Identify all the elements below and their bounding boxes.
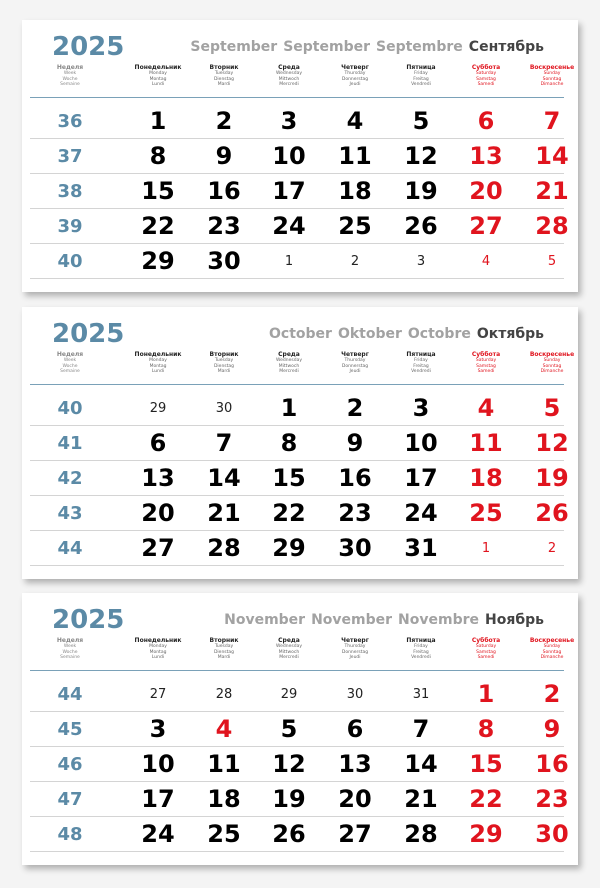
week-column-header [30,64,110,88]
day-cell: 4 [477,394,495,422]
weekday-name-translation: Jeudi [349,82,361,87]
weekday-name-ru: Вторник [209,64,239,71]
week-number: 43 [57,503,83,524]
week-number: 36 [57,111,83,132]
day-cell: 26 [535,499,569,527]
day-cell: 22 [469,785,503,813]
adjacent-month-day: 4 [481,254,491,269]
day-cell: 4 [346,107,364,135]
day-cell: 3 [280,107,298,135]
week-row [22,104,578,139]
weekday-name-translation: Sunday [543,358,561,363]
year-label: 2025 [52,605,125,635]
day-cell: 31 [404,534,438,562]
weekday-name-translation: Vendredi [411,369,431,374]
day-cell: 23 [535,785,569,813]
day-cell: 22 [141,212,175,240]
weekday-name-ru: Понедельник [134,637,182,644]
adjacent-month-day: 2 [547,541,557,556]
weekday-name-translation: Jeudi [349,369,361,374]
weekday-name-translation: Freitag [413,76,429,82]
weekday-name-translation: Dienstag [213,649,235,655]
week-number: 40 [57,398,83,419]
weekday-name-translation: Woche [62,363,78,369]
day-cell: 25 [207,820,241,848]
weekday-name-translation: Donnerstag [341,76,369,82]
weekday-name-ru: Четверг [341,64,369,71]
row-divider [30,278,564,279]
day-cell: 2 [215,107,233,135]
day-cell: 11 [469,429,503,457]
day-cell: 21 [207,499,241,527]
header-divider [30,670,564,671]
day-cell: 11 [207,750,241,778]
day-cell: 5 [543,394,561,422]
row-divider [30,565,564,566]
weekday-name-ru: Неделя [56,637,84,644]
weekday-name-translation: Friday [414,71,428,76]
weekday-name-translation: Mardi [217,82,231,87]
weekday-name-translation: Lundi [151,82,165,87]
weekday-name-translation: Week [63,358,77,363]
adjacent-month-day: 30 [346,687,364,702]
week-row [22,209,578,244]
weekday-name-ru: Суббота [471,351,501,358]
weekday-name-translation: Samedi [477,369,495,374]
day-cell: 8 [280,429,298,457]
week-number: 42 [57,468,83,489]
day-cell: 2 [543,680,561,708]
month-names [184,39,544,55]
day-cell: 1 [149,107,167,135]
month-name: September [283,39,370,55]
weekday-name-translation: Woche [62,76,78,82]
day-cell: 26 [272,820,306,848]
weekday-name-translation: Dienstag [213,363,235,369]
weekday-name-translation: Montag [149,649,167,655]
day-cell: 20 [469,177,503,205]
day-cell: 30 [535,820,569,848]
week-row [22,244,578,279]
day-cell: 27 [141,534,175,562]
day-cell: 12 [535,429,569,457]
week-column-header [30,637,110,661]
week-number: 39 [57,216,83,237]
day-cell: 16 [207,177,241,205]
weekday-name-translation: Mittwoch [278,363,300,369]
header-divider [30,384,564,385]
weekday-name-translation: Saturday [475,71,497,76]
weekday-name-translation: Thursday [344,71,366,76]
month-panel [22,593,578,865]
weekday-name-translation: Mittwoch [278,76,300,82]
month-name: Oktober [337,326,402,342]
weekday-name-ru: Среда [278,351,300,358]
year-label: 2025 [52,319,125,349]
day-cell: 17 [404,464,438,492]
week-number: 37 [57,146,83,167]
weekday-name-translation: Samstag [476,649,496,655]
day-cell: 17 [141,785,175,813]
adjacent-month-day: 28 [215,687,233,702]
weekday-name-ru: Понедельник [134,351,182,358]
day-cell: 6 [477,107,495,135]
day-cell: 20 [338,785,372,813]
row-divider [30,851,564,852]
week-number: 46 [57,754,83,775]
weekday-name-ru: Среда [278,64,300,71]
day-cell: 13 [338,750,372,778]
adjacent-month-day: 27 [149,687,167,702]
weekday-header [512,64,592,88]
adjacent-month-day: 3 [416,254,426,269]
day-cell: 5 [412,107,430,135]
month-name-ru: Октябрь [476,326,544,342]
day-cell: 28 [207,534,241,562]
weekday-name-ru: Среда [278,637,300,644]
weekday-name-translation: Friday [414,644,428,649]
day-cell: 24 [141,820,175,848]
week-number: 38 [57,181,83,202]
day-cell: 13 [469,142,503,170]
day-cell: 1 [280,394,298,422]
day-cell: 12 [404,142,438,170]
month-name: Septembre [376,39,463,55]
day-cell: 3 [149,715,167,743]
day-cell: 21 [535,177,569,205]
weekday-name-translation: Tuesday [214,644,234,649]
weekday-name-translation: Freitag [413,649,429,655]
weekday-name-translation: Donnerstag [341,649,369,655]
year-label: 2025 [52,32,125,62]
month-panel [22,307,578,579]
adjacent-month-day: 30 [215,401,233,416]
week-row [22,461,578,496]
day-cell: 6 [149,429,167,457]
day-cell: 18 [338,177,372,205]
day-cell: 14 [535,142,569,170]
day-cell: 16 [535,750,569,778]
week-row [22,817,578,852]
day-cell: 23 [207,212,241,240]
month-name: September [190,39,278,55]
day-cell: 22 [272,499,306,527]
weekday-name-translation: Donnerstag [341,363,369,369]
weekday-name-translation: Wednesday [275,644,303,649]
weekday-name-translation: Mittwoch [278,649,300,655]
day-cell: 9 [543,715,561,743]
month-name-ru: Ноябрь [485,612,544,628]
weekday-name-ru: Воскресенье [529,637,575,644]
weekday-name-translation: Woche [62,649,78,655]
weekday-name-ru: Суббота [471,637,501,644]
day-cell: 10 [141,750,175,778]
weekday-name-ru: Воскресенье [529,64,575,71]
day-cell: 7 [215,429,233,457]
day-cell: 10 [272,142,306,170]
week-row [22,712,578,747]
day-cell: 8 [149,142,167,170]
day-cell: 15 [469,750,503,778]
month-name-ru: Сентябрь [468,39,544,55]
weekday-name-translation: Montag [149,76,167,82]
weekday-name-translation: Wednesday [275,358,303,363]
weekday-name-translation: Week [63,71,77,76]
weekday-name-translation: Dimanche [540,655,564,660]
day-cell: 28 [535,212,569,240]
day-cell: 9 [215,142,233,170]
header-divider [30,97,564,98]
adjacent-month-day: 29 [149,401,167,416]
week-number: 44 [57,538,83,559]
day-cell: 7 [543,107,561,135]
day-cell: 23 [338,499,372,527]
day-cell: 30 [338,534,372,562]
day-cell: 15 [141,177,175,205]
weekday-name-translation: Sunday [543,71,561,76]
week-number: 48 [57,824,83,845]
day-cell: 30 [207,247,241,275]
week-row [22,782,578,817]
month-name: November [224,612,306,628]
day-cell: 19 [535,464,569,492]
weekday-name-translation: Monday [149,358,167,363]
adjacent-month-day: 31 [412,687,430,702]
weekday-name-translation: Mercredi [279,369,299,374]
day-cell: 17 [272,177,306,205]
day-cell: 26 [404,212,438,240]
weekday-name-translation: Wednesday [275,71,303,76]
day-cell: 21 [404,785,438,813]
day-cell: 16 [338,464,372,492]
weekday-name-translation: Monday [149,71,167,76]
weekday-name-translation: Mercredi [279,82,299,87]
weekday-name-ru: Пятница [406,637,436,644]
weekday-header-row [22,351,578,379]
weekday-name-translation: Sonntag [542,649,562,655]
day-cell: 27 [338,820,372,848]
weekday-name-translation: Dimanche [540,369,564,374]
week-row [22,496,578,531]
weekday-name-ru: Неделя [56,351,84,358]
week-column-header [30,351,110,375]
weekday-name-translation: Sonntag [542,76,562,82]
weekday-name-translation: Thursday [344,644,366,649]
weekday-name-translation: Freitag [413,363,429,369]
day-cell: 27 [469,212,503,240]
day-cell: 2 [346,394,364,422]
day-cell: 6 [346,715,364,743]
weekday-name-translation: Vendredi [411,82,431,87]
weekday-name-ru: Понедельник [134,64,182,71]
day-cell: 1 [477,680,495,708]
day-cell: 19 [404,177,438,205]
adjacent-month-day: 1 [481,541,491,556]
adjacent-month-day: 1 [284,254,294,269]
weekday-name-translation: Vendredi [411,655,431,660]
day-cell: 8 [477,715,495,743]
weekday-name-ru: Неделя [56,64,84,71]
month-name: Octobre [407,326,471,342]
day-cell: 9 [346,429,364,457]
weekday-name-translation: Montag [149,363,167,369]
weekday-name-ru: Четверг [341,637,369,644]
day-cell: 3 [412,394,430,422]
weekday-name-translation: Thursday [344,358,366,363]
weekday-header [512,637,592,661]
weekday-name-ru: Вторник [209,637,239,644]
week-row [22,747,578,782]
week-row [22,531,578,566]
weekday-name-translation: Sunday [543,644,561,649]
weekday-name-translation: Tuesday [214,358,234,363]
weekday-header-row [22,637,578,665]
weekday-name-ru: Пятница [406,64,436,71]
weekday-name-ru: Суббота [471,64,501,71]
week-row [22,391,578,426]
day-cell: 14 [207,464,241,492]
day-cell: 29 [272,534,306,562]
day-cell: 25 [469,499,503,527]
day-cell: 18 [469,464,503,492]
weekday-name-ru: Пятница [406,351,436,358]
day-cell: 15 [272,464,306,492]
weekday-name-translation: Mardi [217,655,231,660]
weekday-name-translation: Saturday [475,644,497,649]
weekday-name-translation: Mardi [217,369,231,374]
week-number: 41 [57,433,83,454]
weekday-name-translation: Semaine [60,655,80,660]
day-cell: 11 [338,142,372,170]
day-cell: 7 [412,715,430,743]
day-cell: 4 [215,715,233,743]
weekday-name-translation: Week [63,644,77,649]
week-number: 45 [57,719,83,740]
week-number: 44 [57,684,83,705]
weekday-name-translation: Tuesday [214,71,234,76]
weekday-name-translation: Samedi [477,82,495,87]
week-number: 40 [57,251,83,272]
adjacent-month-day: 29 [280,687,298,702]
weekday-header-row [22,64,578,92]
week-row [22,174,578,209]
weekday-name-translation: Lundi [151,655,165,660]
month-names [218,612,544,628]
weekday-name-translation: Mercredi [279,655,299,660]
month-panel [22,20,578,292]
adjacent-month-day: 2 [350,254,360,269]
weekday-name-translation: Friday [414,358,428,363]
week-number: 47 [57,789,83,810]
month-name: October [269,326,332,342]
weekday-name-translation: Saturday [475,358,497,363]
day-cell: 24 [404,499,438,527]
weekday-name-translation: Dimanche [540,82,564,87]
month-name: Novembre [398,612,480,628]
month-names [263,326,544,342]
weekday-name-ru: Четверг [341,351,369,358]
weekday-name-translation: Sonntag [542,363,562,369]
weekday-name-ru: Вторник [209,351,239,358]
week-row [22,426,578,461]
adjacent-month-day: 5 [547,254,557,269]
month-name: November [311,612,393,628]
day-cell: 20 [141,499,175,527]
day-cell: 24 [272,212,306,240]
day-cell: 19 [272,785,306,813]
weekday-name-translation: Dienstag [213,76,235,82]
weekday-name-translation: Samstag [476,363,496,369]
day-cell: 13 [141,464,175,492]
weekday-name-ru: Воскресенье [529,351,575,358]
day-cell: 29 [141,247,175,275]
day-cell: 28 [404,820,438,848]
day-cell: 18 [207,785,241,813]
weekday-name-translation: Samedi [477,655,495,660]
weekday-name-translation: Monday [149,644,167,649]
weekday-name-translation: Jeudi [349,655,361,660]
weekday-name-translation: Samstag [476,76,496,82]
week-row [22,139,578,174]
day-cell: 29 [469,820,503,848]
day-cell: 12 [272,750,306,778]
weekday-name-translation: Semaine [60,82,80,87]
day-cell: 10 [404,429,438,457]
week-row [22,677,578,712]
weekday-header [512,351,592,375]
day-cell: 14 [404,750,438,778]
weekday-name-translation: Lundi [151,369,165,374]
weekday-name-translation: Semaine [60,369,80,374]
day-cell: 25 [338,212,372,240]
day-cell: 5 [280,715,298,743]
